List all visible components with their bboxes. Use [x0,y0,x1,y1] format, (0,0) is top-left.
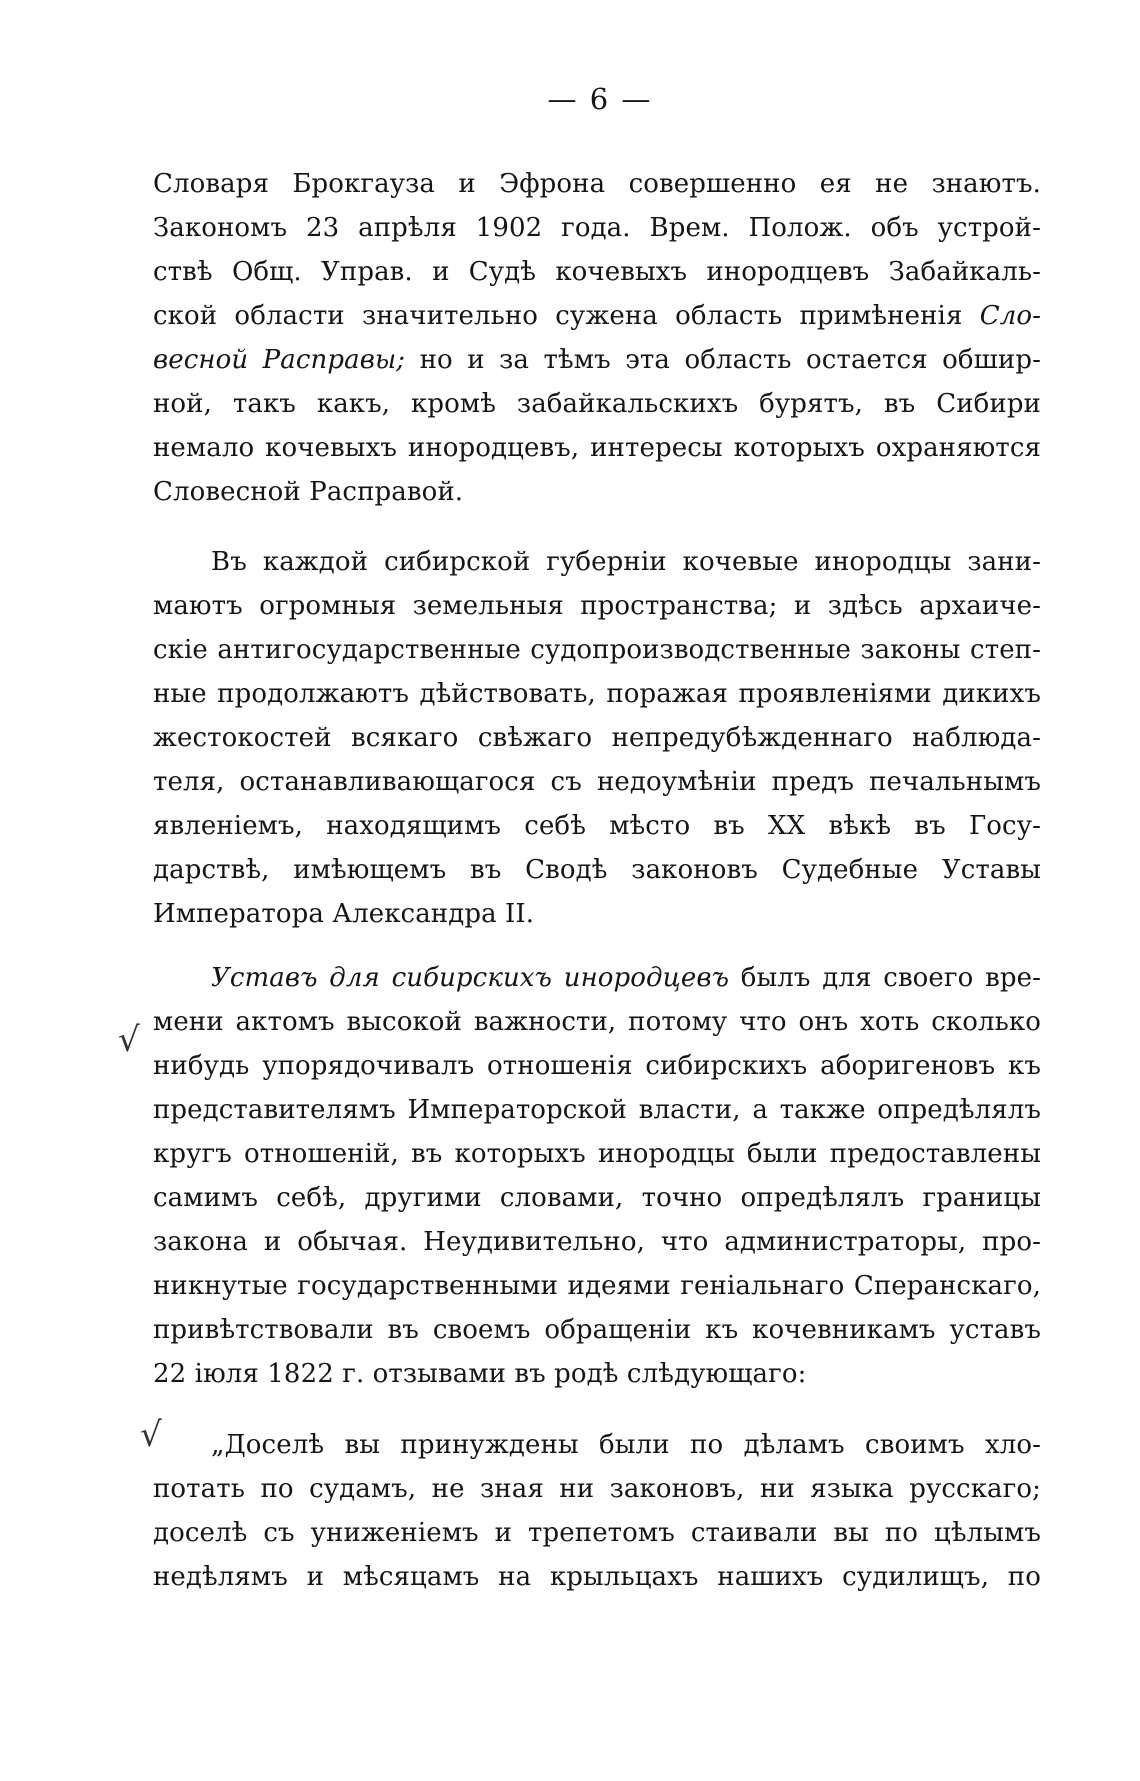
paragraph-2 [153,540,1041,936]
text-line: недѣлямъ и мѣсяцамъ на крыльцахъ нашихъ судилищъ, по [153,1562,1041,1592]
paragraph-4 [153,1423,1041,1599]
text-line: Словесной Расправой. [153,477,464,507]
italic-term: Уставъ для сибирскихъ инородцевъ [211,963,730,993]
text-line: жестокостей всякаго свѣжаго непредубѣжденнаго наблюда- [153,723,1041,753]
text-line: самимъ себѣ, другими словами, точно опредѣлялъ границы [153,1183,1041,1213]
text-line: немало кочевыхъ инородцевъ, интересы которыхъ охраняются [153,433,1041,463]
text-line: кругъ отношеній, въ которыхъ инородцы были предоставлены [153,1139,1041,1169]
paragraph-3 [153,956,1041,1396]
text-segment: но и за тѣмъ эта область остается обшир- [419,345,1041,375]
text-line: ствѣ Общ. Управ. и Судѣ кочевыхъ инородцевъ Забайкаль- [153,257,1041,287]
text-line: дарствѣ, имѣющемъ въ Сводѣ законовъ Судебные Уставы [153,855,1041,885]
page-number: — 6 — [547,82,653,116]
text-line: доселѣ съ униженіемъ и трепетомъ стаивали вы по цѣлымъ [153,1518,1041,1548]
text-line: 22 іюля 1822 г. отзывами въ родѣ слѣдующаго: [153,1359,807,1389]
text-line: представителямъ Императорской власти, а также опредѣлялъ [153,1095,1041,1125]
text-line: Закономъ 23 апрѣля 1902 года. Врем. Полож. объ устрой- [153,213,1041,243]
text-line [153,338,1041,382]
text-line: закона и обычая. Неудивительно, что администраторы, про- [153,1227,1041,1257]
text-line: потать по судамъ, не зная ни законовъ, ни языка русскаго; [153,1474,1041,1504]
text-line: Словаря Брокгауза и Эфрона совершенно ея не знаютъ. [153,169,1041,199]
margin-checkmark-icon: √ [118,1020,140,1060]
text-line: „Доселѣ вы принуждены были по дѣламъ своимъ хло- [211,1430,1041,1460]
text-line [153,294,1041,338]
text-segment: ской области значительно сужена область примѣненія [153,301,963,331]
italic-term: весной Расправы; [153,345,406,375]
text-line: теля, останавливающагося съ недоумѣніи предъ печальнымъ [153,767,1041,797]
text-line: маютъ огромныя земельныя пространства; и здѣсь архаиче- [153,591,1041,621]
text-line: Императора Александра II. [153,899,535,929]
text-line: привѣтствовали въ своемъ обращеніи къ кочевникамъ уставъ [153,1315,1041,1345]
text-line [153,956,1041,1000]
text-line: мени актомъ высокой важности, потому что онъ хоть сколько [153,1007,1041,1037]
text-line: ные продолжаютъ дѣйствовать, поражая проявленіями дикихъ [153,679,1041,709]
text-line: никнутые государственными идеями геніальнаго Сперанскаго, [153,1271,1041,1301]
text-line: ной, такъ какъ, кромѣ забайкальскихъ бурятъ, въ Сибири [153,389,1041,419]
text-segment: былъ для своего вре- [740,963,1041,993]
italic-term: Сло- [979,301,1041,331]
margin-checkmark-icon: √ [140,1415,162,1455]
text-line: нибудь упорядочивалъ отношенія сибирскихъ аборигеновъ къ [153,1051,1041,1081]
text-line: Въ каждой сибирской губерніи кочевые инородцы зани- [211,547,1041,577]
paragraph-1 [153,162,1041,514]
text-line: скіе антигосударственные судопроизводственные законы степ- [153,635,1041,665]
text-line: явленіемъ, находящимъ себѣ мѣсто въ XX вѣкѣ въ Госу- [153,811,1041,841]
